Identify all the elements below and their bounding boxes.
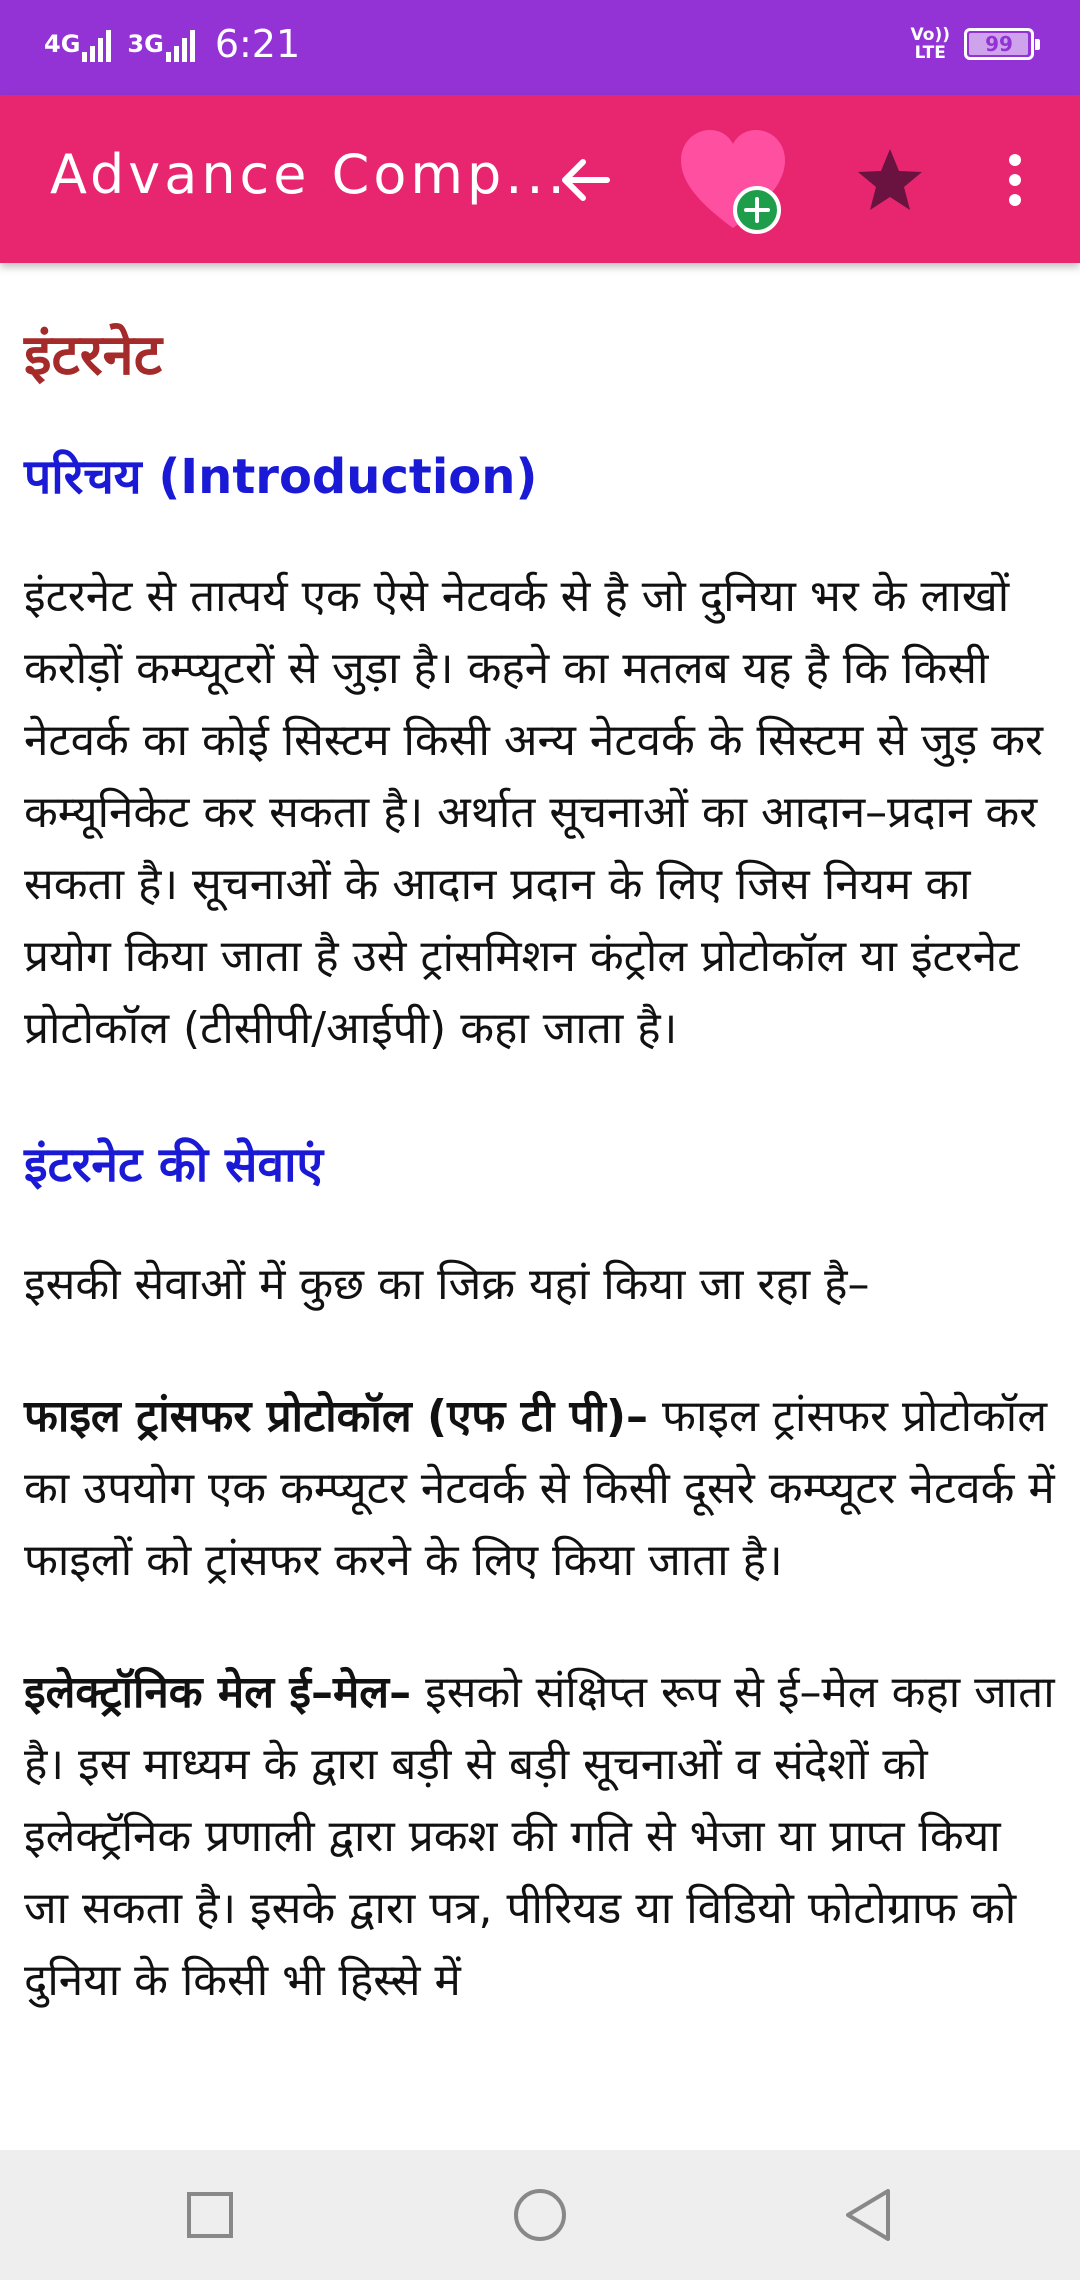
volte-line1: Vo)) <box>910 25 950 45</box>
article-title: इंटरनेट <box>24 323 162 388</box>
system-nav-bar <box>0 2150 1080 2280</box>
back-button[interactable] <box>540 135 630 225</box>
email-term: इलेक्ट्रॉनिक मेल ई–मेल– <box>24 1667 412 1718</box>
back-triangle-icon <box>842 2187 894 2243</box>
introduction-paragraph: इंटरनेट से तात्पर्य एक ऐसे नेटवर्क से है जो दुनिया भर के लाखों करोड़ों कम्प्यूटरों से जुड़ा है। कहने का मतलब यह है कि किसी नेटवर्क का कोई सिस्टम किसी अन्य नेटवर्क के सिस्टम से जुड़ कर कम्यूनिकेट कर सकता है। अर्थात सूचनाओं का आदान–प्रदान कर सकता है। सूचनाओं के आदान प्रदान के लिए जिस नियम का प्रयोग किया जाता है उसे ट्रांसमिशन कंट्रोल प्रोटोकॉल या इंटरनेट प्रोटोकॉल (टीसीपी/आईपी) कहा जाता है। <box>24 571 1043 1054</box>
article-body <box>0 263 1080 2017</box>
network-type-2: 3G <box>127 30 164 58</box>
home-icon <box>512 2187 568 2243</box>
signal-bars-icon <box>82 26 111 62</box>
back-arrow-icon <box>555 150 615 210</box>
volte-line2: LTE <box>914 43 946 63</box>
volte-indicator <box>911 26 950 62</box>
status-bar <box>0 0 1080 95</box>
add-favorite-button[interactable] <box>675 120 795 240</box>
star-button[interactable] <box>845 135 935 225</box>
home-button[interactable] <box>500 2175 580 2255</box>
status-time: 6:21 <box>214 22 301 66</box>
section-heading-services: इंटरनेट की सेवाएं <box>24 1137 324 1193</box>
email-text: इसको संक्षिप्त रूप से ई–मेल कहा जाता है। इस माध्यम के द्वारा बड़ी से बड़ी सूचनाओं व संदेशों को इलेक्ट्रॅनिक प्रणाली द्वारा प्रकश की गति से भेजा या प्राप्त किया जा सकता है। इसके द्वारा पत्र, पीरियड या विडियो फोटोग्राफ को दुनिया के किसी भी हिस्से में <box>24 1667 1055 2006</box>
section-heading-introduction: परिचय (Introduction) <box>24 449 538 505</box>
app-bar <box>0 95 1080 263</box>
article-content[interactable] <box>0 263 1080 2150</box>
signal-1 <box>44 26 111 62</box>
status-right <box>911 26 1034 62</box>
signal-bars-icon <box>166 26 195 62</box>
nav-back-button[interactable] <box>828 2175 908 2255</box>
status-left <box>44 22 300 66</box>
email-paragraph <box>24 1657 1056 2017</box>
app-title: Advance Comp... <box>50 143 569 206</box>
ftp-text: फाइल ट्रांसफर प्रोटोकॉल का उपयोग एक कम्प्यूटर नेटवर्क से किसी दूसरे कम्प्यूटर नेटवर्क में फाइलों को ट्रांसफर करने के लिए किया जाता है। <box>24 1391 1055 1586</box>
ftp-term: फाइल ट्रांसफर प्रोटोकॉल (एफ टी पी)– <box>24 1391 649 1442</box>
recent-apps-icon <box>185 2190 235 2240</box>
heart-add-icon <box>675 120 795 240</box>
star-icon <box>855 145 925 215</box>
battery-icon <box>964 28 1034 60</box>
battery-level: 99 <box>985 32 1013 56</box>
more-vert-icon <box>1005 150 1025 210</box>
ftp-paragraph <box>24 1381 1056 1597</box>
services-intro: इसकी सेवाओं में कुछ का जिक्र यहां किया जा रहा है– <box>24 1259 870 1310</box>
more-options-button[interactable] <box>985 135 1045 225</box>
network-type-1: 4G <box>44 30 81 58</box>
recent-apps-button[interactable] <box>170 2175 250 2255</box>
signal-2 <box>127 26 194 62</box>
